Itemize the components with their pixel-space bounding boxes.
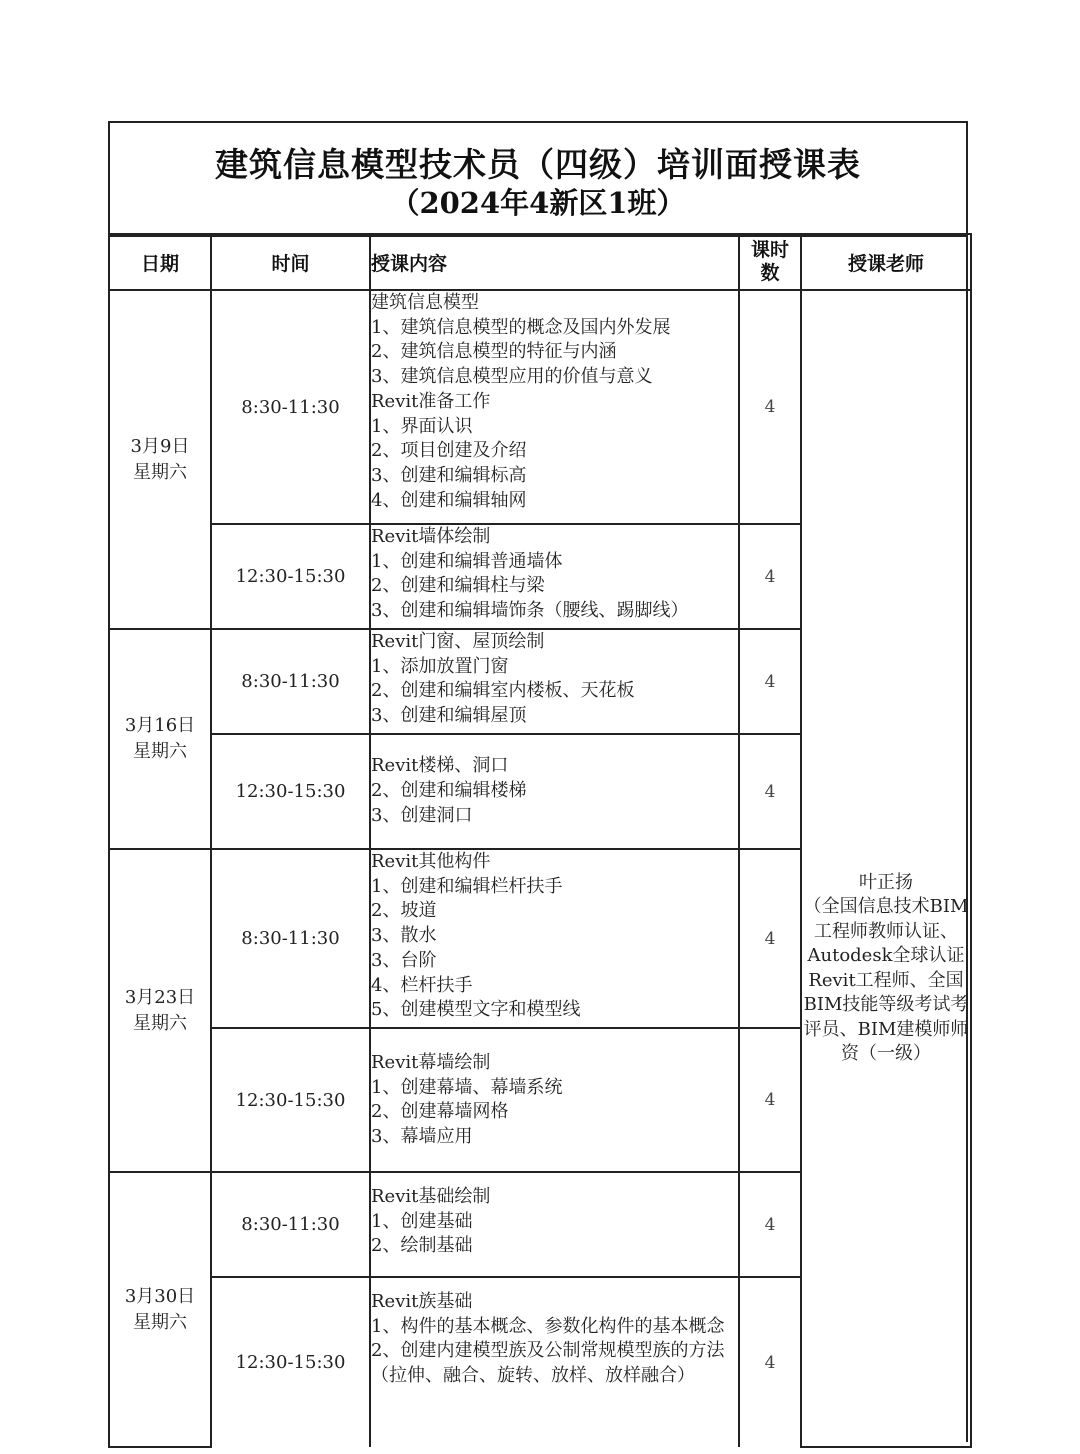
content-line: 2、创建幕墙网格 bbox=[371, 1101, 509, 1123]
hours-cell: 4 bbox=[739, 290, 801, 524]
content-line: 2、创建和编辑柱与梁 bbox=[371, 575, 545, 597]
content-line: 3、创建和编辑墙饰条（腰线、踢脚线） bbox=[371, 600, 689, 622]
date-text: 3月30日 bbox=[124, 1285, 196, 1307]
content-cell bbox=[370, 629, 739, 734]
content-line: Revit基础绘制 bbox=[371, 1186, 491, 1207]
session-row bbox=[109, 290, 971, 524]
hours-cell: 4 bbox=[739, 1277, 801, 1447]
time-cell: 12:30-15:30 bbox=[211, 524, 370, 629]
content-line: 3、幕墙应用 bbox=[371, 1126, 473, 1148]
content-line: 2、坡道 bbox=[371, 900, 437, 922]
content-line: 2、创建和编辑楼梯 bbox=[371, 780, 527, 802]
date-cell bbox=[109, 1172, 211, 1447]
teacher-name: 叶正扬 bbox=[859, 871, 913, 893]
content-line: 3、散水 bbox=[371, 925, 437, 947]
content-line: Revit墙体绘制 bbox=[371, 526, 491, 547]
hours-cell: 4 bbox=[739, 734, 801, 849]
header-row bbox=[109, 234, 971, 290]
date-cell bbox=[109, 629, 211, 849]
time-cell: 8:30-11:30 bbox=[211, 1172, 370, 1277]
document-subtitle: （2024年4新区1班） bbox=[390, 186, 686, 220]
date-cell bbox=[109, 290, 211, 629]
content-line: 3、台阶 bbox=[371, 949, 437, 971]
content-line: 3、创建洞口 bbox=[371, 804, 473, 826]
content-cell bbox=[370, 1277, 739, 1447]
content-cell bbox=[370, 849, 739, 1028]
content-cell bbox=[370, 524, 739, 629]
header-teacher: 授课老师 bbox=[801, 234, 971, 290]
date-text: 3月23日 bbox=[124, 986, 196, 1008]
weekday-text: 星期六 bbox=[133, 1311, 187, 1333]
content-line: 4、栏杆扶手 bbox=[371, 974, 473, 996]
content-cell bbox=[370, 290, 739, 524]
header-hours-line2: 数 bbox=[760, 262, 780, 284]
content-line: 1、添加放置门窗 bbox=[371, 655, 509, 677]
header-date: 日期 bbox=[109, 234, 211, 290]
content-cell bbox=[370, 1172, 739, 1277]
content-line: 2、建筑信息模型的特征与内涵 bbox=[371, 341, 617, 363]
hours-cell: 4 bbox=[739, 1028, 801, 1172]
content-line: 2、创建内建模型族及公制常规模型族的方法（拉伸、融合、旋转、放样、放样融合） bbox=[371, 1340, 725, 1387]
content-line: 2、绘制基础 bbox=[371, 1235, 473, 1257]
weekday-text: 星期六 bbox=[133, 741, 187, 762]
date-text: 3月16日 bbox=[124, 715, 196, 736]
date-text: 3月9日 bbox=[130, 435, 190, 457]
content-line: 建筑信息模型 bbox=[371, 292, 479, 313]
content-line: 1、创建和编辑普通墙体 bbox=[371, 550, 563, 572]
weekday-text: 星期六 bbox=[133, 1012, 187, 1034]
hours-cell: 4 bbox=[739, 849, 801, 1028]
time-cell: 12:30-15:30 bbox=[211, 1277, 370, 1447]
schedule-table bbox=[108, 233, 972, 1448]
teacher-credentials: （全国信息技术BIM工程师教师认证、 Autodesk全球认证Revit工程师、全国BIM技能等级考试考评员、BIM建模师师资（一级） bbox=[803, 896, 969, 1064]
content-line: 1、界面认识 bbox=[371, 415, 473, 437]
content-line: 1、创建基础 bbox=[371, 1210, 473, 1232]
hours-cell: 4 bbox=[739, 629, 801, 734]
content-line: 4、创建和编辑轴网 bbox=[371, 489, 527, 511]
content-line: Revit族基础 bbox=[371, 1291, 473, 1312]
content-line: 5、创建模型文字和模型线 bbox=[371, 999, 581, 1021]
header-hours-line1: 课时 bbox=[750, 239, 789, 261]
content-line: 2、项目创建及介绍 bbox=[371, 440, 527, 462]
time-cell: 8:30-11:30 bbox=[211, 849, 370, 1028]
document-title: 建筑信息模型技术员（四级）培训面授课表 bbox=[215, 145, 861, 184]
content-line: 3、创建和编辑屋顶 bbox=[371, 705, 527, 727]
time-cell: 8:30-11:30 bbox=[211, 629, 370, 734]
content-line: 3、建筑信息模型应用的价值与意义 bbox=[371, 366, 653, 388]
content-line: Revit门窗、屋顶绘制 bbox=[371, 631, 545, 652]
header-hours bbox=[739, 234, 801, 290]
content-line: Revit准备工作 bbox=[371, 390, 491, 412]
hours-cell: 4 bbox=[739, 524, 801, 629]
teacher-cell bbox=[801, 290, 971, 1447]
content-line: 1、建筑信息模型的概念及国内外发展 bbox=[371, 316, 671, 338]
content-line: 1、构件的基本概念、参数化构件的基本概念 bbox=[371, 1315, 725, 1337]
content-line: Revit楼梯、洞口 bbox=[371, 755, 509, 777]
schedule-sheet bbox=[108, 121, 968, 1442]
content-line: Revit其他构件 bbox=[371, 851, 491, 872]
time-cell: 12:30-15:30 bbox=[211, 734, 370, 849]
title-block bbox=[110, 123, 966, 237]
content-cell bbox=[370, 1028, 739, 1172]
date-cell bbox=[109, 849, 211, 1172]
content-line: 1、创建和编辑栏杆扶手 bbox=[371, 875, 563, 897]
header-content: 授课内容 bbox=[370, 234, 739, 290]
content-cell bbox=[370, 734, 739, 849]
header-time: 时间 bbox=[211, 234, 370, 290]
content-line: 1、创建幕墙、幕墙系统 bbox=[371, 1076, 563, 1098]
weekday-text: 星期六 bbox=[133, 461, 187, 483]
time-cell: 8:30-11:30 bbox=[211, 290, 370, 524]
time-cell: 12:30-15:30 bbox=[211, 1028, 370, 1172]
hours-cell: 4 bbox=[739, 1172, 801, 1277]
content-line: 3、创建和编辑标高 bbox=[371, 464, 527, 486]
content-line: Revit幕墙绘制 bbox=[371, 1052, 491, 1073]
content-line: 2、创建和编辑室内楼板、天花板 bbox=[371, 680, 635, 702]
